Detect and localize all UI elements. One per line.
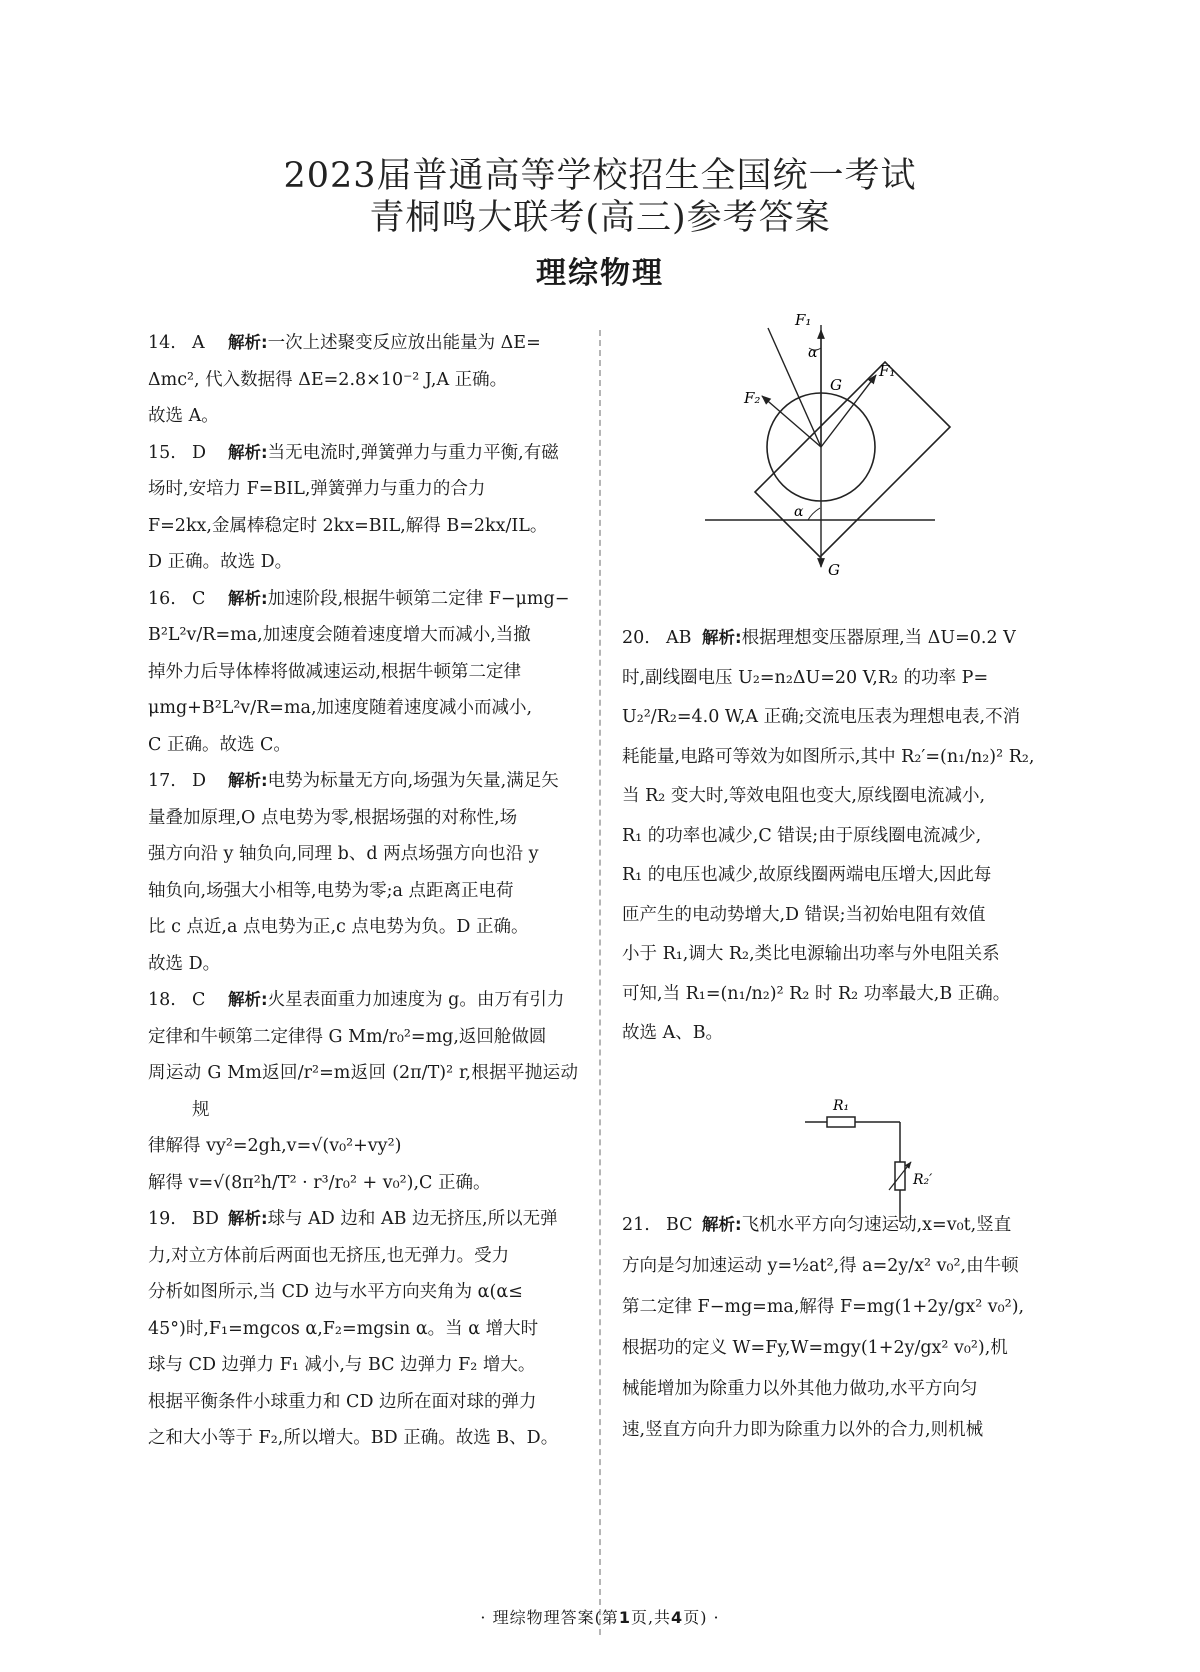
answer-item-14 bbox=[148, 325, 578, 435]
answer-item-21 bbox=[622, 1204, 1074, 1451]
explanation-line: B²L²v/R=ma,加速度会随着速度增大而减小,当撤 bbox=[148, 625, 531, 645]
label-r2-prime: R₂′ bbox=[913, 1172, 933, 1188]
explanation-line: F=2kx,金属棒稳定时 2kx=BIL,解得 B=2kx/IL。 bbox=[148, 515, 548, 536]
explanation-line: 时,副线圈电压 U₂=n₂ΔU=20 V,R₂ 的功率 P= bbox=[622, 667, 989, 688]
explanation-line: U₂²/R₂=4.0 W,A 正确;交流电压表为理想电表,不消 bbox=[622, 707, 1021, 727]
label-f1-right: F₁ bbox=[879, 362, 896, 380]
exam-title: 2023届普通高等学校招生全国统一考试 bbox=[283, 156, 917, 196]
explanation-line: 当 R₂ 变大时,等效电阻也变大,原线圈电流减小, bbox=[622, 786, 986, 806]
explanation-line: D 正确。故选 D。 bbox=[148, 552, 293, 572]
explanation-line: 场时,安培力 F=BIL,弹簧弹力与重力的合力 bbox=[148, 479, 486, 499]
analysis-label: 解析: bbox=[228, 771, 268, 790]
explanation-line: 速,竖直方向升力即为除重力以外的合力,则机械 bbox=[622, 1419, 984, 1440]
explanation-line: 故选 A、B。 bbox=[622, 1023, 724, 1043]
explanation-line: 45°)时,F₁=mgcos α,F₂=mgsin α。当 α 增大时 bbox=[148, 1318, 539, 1339]
question-number: 20. bbox=[622, 628, 650, 648]
explanation-line: 掉外力后导体棒将做减速运动,根据牛顿第二定律 bbox=[148, 661, 522, 682]
analysis-label: 解析: bbox=[702, 628, 742, 647]
footer-page-number: 1 bbox=[618, 1608, 631, 1627]
answer-choice: BC bbox=[666, 1214, 693, 1235]
analysis-label: 解析: bbox=[702, 1214, 742, 1234]
exam-subtitle: 青桐鸣大联考(高三)参考答案 bbox=[369, 198, 831, 238]
explanation-line: μmg+B²L²v/R=ma,加速度随着速度减小而减小, bbox=[148, 698, 533, 718]
analysis-label: 解析: bbox=[228, 333, 268, 352]
explanation-line: 分析如图所示,当 CD 边与水平方向夹角为 α(α≤ bbox=[148, 1282, 523, 1302]
label-g-bottom: G bbox=[828, 561, 840, 579]
right-column bbox=[622, 618, 1074, 1451]
explanation-line: 一次上述聚变反应放出能量为 ΔE= bbox=[267, 333, 541, 353]
explanation-line: 根据功的定义 W=Fy,W=mgy(1+2y/gx² v₀²),机 bbox=[622, 1337, 1008, 1358]
answer-choice: D bbox=[192, 442, 207, 463]
explanation-line: 球与 CD 边弹力 F₁ 减小,与 BC 边弹力 F₂ 增大。 bbox=[148, 1355, 536, 1375]
explanation-line: 第二定律 F−mg=ma,解得 F=mg(1+2y/gx² v₀²), bbox=[622, 1296, 1025, 1317]
explanation-line: R₁ 的电压也减少,故原线圈两端电压增大,因此每 bbox=[622, 865, 992, 885]
label-alpha-bottom: α bbox=[794, 504, 804, 520]
cube-square bbox=[755, 362, 950, 557]
left-column bbox=[148, 325, 578, 1457]
explanation-line: 耗能量,电路可等效为如图所示,其中 R₂′=(n₁/n₂)² R₂, bbox=[622, 746, 1035, 767]
answer-choice: BD bbox=[192, 1209, 219, 1229]
label-r1: R₁ bbox=[833, 1098, 850, 1114]
explanation-line: 匝产生的电动势增大,D 错误;当初始电阻有效值 bbox=[622, 904, 986, 925]
explanation-line: 电势为标量无方向,场强为矢量,满足矢 bbox=[267, 771, 559, 791]
explanation-line: 比 c 点近,a 点电势为正,c 点电势为负。D 正确。 bbox=[148, 917, 529, 937]
explanation-line: 球与 AD 边和 AB 边无挤压,所以无弹 bbox=[267, 1209, 558, 1229]
angle-arc-bottom bbox=[808, 508, 820, 520]
label-alpha-top: α bbox=[808, 345, 818, 361]
explanation-line: Δmc², 代入数据得 ΔE=2.8×10⁻² J,A 正确。 bbox=[148, 369, 508, 390]
variable-arrow bbox=[889, 1162, 911, 1190]
footer-middle: 页,共 bbox=[630, 1608, 672, 1627]
explanation-line: 力,对立方体前后两面也无挤压,也无弹力。受力 bbox=[148, 1245, 510, 1266]
explanation-line: 械能增加为除重力以外其他力做功,水平方向匀 bbox=[622, 1378, 978, 1399]
explanation-line: 小于 R₁,调大 R₂,类比电源输出功率与外电阻关系 bbox=[622, 944, 1000, 964]
force-diagram bbox=[740, 311, 1000, 610]
answer-item-15 bbox=[148, 435, 578, 581]
explanation-line: 飞机水平方向匀速运动,x=v₀t,竖直 bbox=[741, 1214, 1012, 1235]
explanation-line: 轴负向,场强大小相等,电势为零;a 点距离正电荷 bbox=[148, 880, 514, 901]
explanation-line: R₁ 的功率也减少,C 错误;由于原线圈电流减少, bbox=[622, 825, 982, 846]
label-g-top: G bbox=[830, 376, 842, 394]
explanation-line: 律解得 vy²=2gh,v=√(v₀²+vy²) bbox=[148, 1136, 402, 1156]
analysis-label: 解析: bbox=[228, 442, 268, 462]
question-number: 17. bbox=[148, 771, 176, 791]
explanation-line: 解得 v=√(8π²h/T² · r³/r₀² + v₀²),C 正确。 bbox=[148, 1172, 491, 1193]
answer-choice: A bbox=[192, 333, 205, 353]
answer-choice: C bbox=[192, 588, 206, 609]
question-number: 14. bbox=[148, 333, 176, 353]
question-number: 18. bbox=[148, 990, 176, 1010]
question-number: 15. bbox=[148, 442, 176, 463]
equivalent-circuit-diagram bbox=[805, 1092, 955, 1232]
explanation-line: 故选 D。 bbox=[148, 953, 221, 974]
explanation-line: 根据平衡条件小球重力和 CD 边所在面对球的弹力 bbox=[148, 1391, 537, 1412]
explanation-line: 方向是匀加速运动 y=½at²,得 a=2y/x² v₀²,由牛顿 bbox=[622, 1255, 1019, 1276]
explanation-line: 火星表面重力加速度为 g。由万有引力 bbox=[267, 990, 565, 1010]
answer-item-18 bbox=[148, 982, 578, 1201]
answer-item-20 bbox=[622, 618, 1074, 1054]
question-number: 21. bbox=[622, 1214, 650, 1235]
answer-item-17 bbox=[148, 763, 578, 982]
explanation-line: 可知,当 R₁=(n₁/n₂)² R₂ 时 R₂ 功率最大,B 正确。 bbox=[622, 983, 1011, 1004]
question-number: 16. bbox=[148, 588, 176, 609]
explanation-line: 周运动 G Mm返回/r²=m返回 (2π/T)² r,根据平抛运动规 bbox=[148, 1063, 578, 1120]
force-f2-left bbox=[762, 396, 821, 447]
analysis-label: 解析: bbox=[228, 588, 268, 608]
column-divider bbox=[599, 330, 601, 1635]
footer-total-pages: 4 bbox=[671, 1608, 684, 1627]
explanation-line: C 正确。故选 C。 bbox=[148, 734, 291, 755]
question-number: 19. bbox=[148, 1209, 176, 1229]
explanation-line: 当无电流时,弹簧弹力与重力平衡,有磁 bbox=[267, 442, 559, 463]
explanation-line: 根据理想变压器原理,当 ΔU=0.2 V bbox=[741, 628, 1016, 648]
page-footer bbox=[0, 1605, 1200, 1628]
resistor-r1 bbox=[827, 1117, 855, 1127]
label-f1-top: F₁ bbox=[795, 311, 812, 329]
explanation-line: 量叠加原理,O 点电势为零,根据场强的对称性,场 bbox=[148, 807, 518, 828]
answer-item-16 bbox=[148, 581, 578, 764]
explanation-line: 故选 A。 bbox=[148, 406, 219, 426]
explanation-line: 强方向沿 y 轴负向,同理 b、d 两点场强方向也沿 y bbox=[148, 844, 539, 864]
analysis-label: 解析: bbox=[228, 990, 268, 1009]
footer-suffix: 页) · bbox=[683, 1608, 720, 1627]
explanation-line: 定律和牛顿第二定律得 G Mm/r₀²=mg,返回舱做圆 bbox=[148, 1026, 547, 1047]
explanation-line: 之和大小等于 F₂,所以增大。BD 正确。故选 B、D。 bbox=[148, 1428, 559, 1448]
answer-choice: AB bbox=[666, 628, 692, 648]
answer-choice: C bbox=[192, 990, 206, 1010]
answer-choice: D bbox=[192, 771, 207, 791]
answer-item-19 bbox=[148, 1201, 578, 1457]
footer-prefix: · 理综物理答案(第 bbox=[480, 1608, 619, 1627]
explanation-line: 加速阶段,根据牛顿第二定律 F−μmg− bbox=[267, 588, 570, 609]
label-f2-left: F₂ bbox=[744, 389, 761, 407]
analysis-label: 解析: bbox=[228, 1209, 268, 1228]
subject-heading: 理综物理 bbox=[536, 256, 664, 291]
